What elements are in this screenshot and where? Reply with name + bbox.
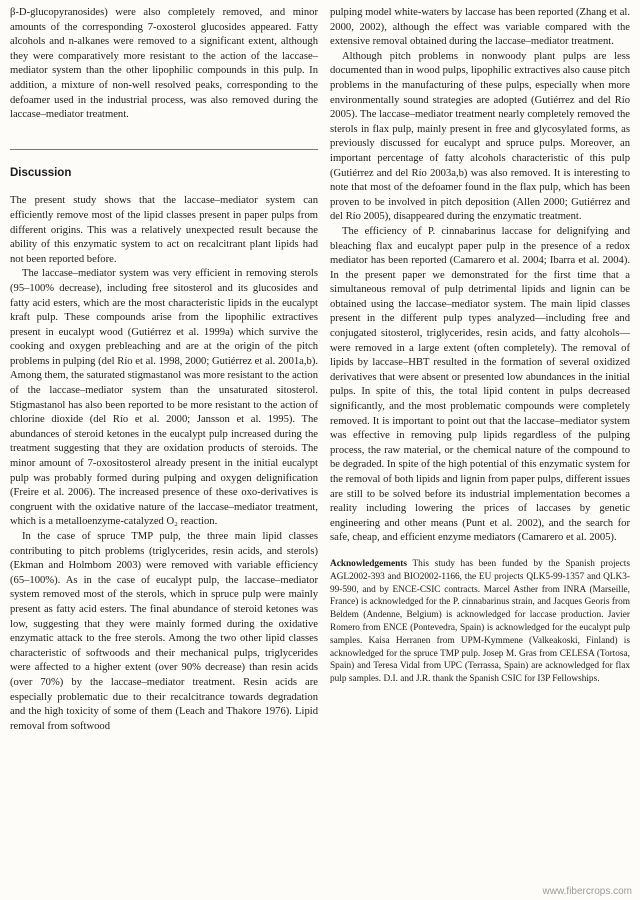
acknowledgements-label: Acknowledgements bbox=[330, 558, 407, 569]
intro-paragraph: β-D-glucopyranosides) were also completely removed, and minor amounts of the corresponding 7-oxosterol glucosides appeared. Fatty alcohols and n-alkanes were removed to a significant extent, although they were comparatively more resistant to the action of the laccase–mediator system than the other lipophilic compounds in this pulp. In addition, a mixture of non-well resolved peaks, corresponding to the defoamer used in the industrial process, was also removed during the laccase–mediator treatment. bbox=[10, 7, 318, 121]
watermark: www.fibercrops.com bbox=[542, 886, 632, 897]
right-paragraph-3: The efficiency of P. cinnabarinus laccase for delignifying and bleaching flax and eucalypt paper pulp in the presence of a redox mediator has been reported (Camarero et al. 2004; Ibarra et al. 2004). In the present paper we demonstrated for the first time that a simultaneous removal of pulp detrimental lipids and lignin can be obtained using the laccase–mediator system. The main lipid classes present in the different pulp types analyzed—including free and conjugated sitosterol, triglycerides, resin acids, and fatty alcohols—were removed in a large extent (often completely). The removal of lipids by laccase–HBT resulted in the formation of several oxidized derivatives that were absent or presented low abundances in the initial pulps. In spite of this, the total lipid content in pulps decreased significantly, and the most problematic compounds were completely removed. It is important to point out that the laccase–mediator system was effective in removing pulp lipids regardless of the pulping process, the raw material, or the chemical nature of the compound to be degraded. In spite of the high potential of this enzymatic system for the removal of both lipids and lignin from paper pulps, different issues are still to be solved before its industrial implementation becomes a reality including lowering the prices of laccases by genetic engineering and other means (Punt et al. 2002), and the search for safe, cheap, and efficient enzyme mediators (Camarero et al. 2005). bbox=[330, 225, 630, 544]
right-column bbox=[330, 6, 630, 686]
acknowledgements-text: This study has been funded by the Spanish projects AGL2002-393 and BIO2002-1166, the EU projects QLK5-99-1357 and QLK3-99-590, and by ENCE-CSIC contracts. Marcel Asther from INRA (Marseille, France) is acknowledged for the P. cinnabarinus strain, and Jacques Georis from Beldem (Andenne, Belgium) is acknowledged for laccase production. Javier Romero from ENCE (Pontevedra, Spain) is acknowledged for the eucalypt pulp samples. Kaisa Herranen from UPM-Kymmene (Valkeakoski, Finland) is acknowledged for the spruce TMP pulp. Josep M. Gras from CELESA (Tortosa, Spain) and Teresa Vidal from UPC (Terrassa, Spain) are acknowledged for flax pulp samples. D.I. and J.R. thank the Spanish CSIC for I3P Fellowships. bbox=[330, 558, 630, 685]
discussion-heading: Discussion bbox=[10, 149, 318, 181]
discussion-paragraph-3: In the case of spruce TMP pulp, the three main lipid classes contributing to pitch problems (triglycerides, resin acids, and sterols) (Ekman and Holmbom 2003) were removed with variable efficiency (65–100%). As in the case of eucalypt pulp, the laccase–mediator system removed most of the sterols, which in spruce pulp were mainly present as fatty acid esters. The final abundance of steroid ketones was low, suggesting that they were mainly formed during the oxidative enzymatic attack to the free sterols. Among the two other lipid classes characteristic of softwoods and their mechanical pulps, triglycerides were affected to a higher extent (over 90% decrease) than resin acids (over 70%) by the laccase–mediator treatment. Resin acids are especially problematic due to their recalcitrance towards degradation and the high toxicity of some of them (Leach and Thakore 1976). Lipid removal from softwood bbox=[10, 531, 318, 732]
discussion-paragraph-2: The laccase–mediator system was very efficient in removing sterols (95–100% decrease), including free sitosterol and its glucosides and fatty acid esters, which are the most characteristic lipids in the eucalypt kraft pulp. These compounds arise from the lipophilic extractives present in eucalypt wood (Gutiérrez et al. 1999a) which survive the cooking and oxygen prebleaching and are at the origin of the pitch problems in pulping (del Río et al. 1998, 2000; Gutiérrez et al. 2001a,b). Among them, the saturated stigmastanol was more resistant to the action of the laccase–mediator system than the unsaturated sitosterol. Stigmastanol has also been reported to be more resistant to the action of chlorine dioxide (del Río et al. 2000; Jansson et al. 1995). The abundances of steroid ketones in the eucalypt pulp increased during the treatment suggesting that they are oxidation products of steroids. The minor amount of 7-oxositosterol already present in the initial eucalypt pulp was probably formed during pulping and oxygen delignification (Freire et al. 2006). The increased presence of these oxo-derivatives is congruent with the oxidative nature of the laccase–mediator treatment, which is a metalloenzyme-catalyzed O₂ reaction. bbox=[10, 268, 318, 528]
right-paragraph-1: pulping model white-waters by laccase has been reported (Zhang et al. 2000, 2002), although the effect was variable compared with the extensive removal obtained during the laccase–mediator treatment. bbox=[330, 7, 630, 48]
acknowledgements bbox=[330, 558, 630, 686]
discussion-paragraph-1: The present study shows that the laccase–mediator system can efficiently remove most of the lipid classes present in paper pulps from different origins. This was a relatively unexpected result because the ability of this enzymatic system to act on recalcitrant plant lipids had not been reported before. bbox=[10, 195, 318, 265]
right-paragraph-2: Although pitch problems in nonwoody plant pulps are less documented than in wood pulps, lipophilic extractives also cause pitch problems in the manufacturing of these pulps, especially when more environmentally sound strategies are adopted (Gutiérrez and del Río 2005). The laccase–mediator treatment nearly completely removed the sterols in flax pulp, mainly present in free and glycosylated forms, as previously discussed for eucalypt and spruce pulps. Moreover, an important percentage of fatty alcohols characteristic of this pulp (Gutiérrez and del Río 2003a,b) was also removed. It is interesting to note that most of the defoamer found in the flax pulp, which has been proven to be involved in pitch deposition (Allen 2000; Gutiérrez and del Río 2005), disappeared during the enzymatic treatment. bbox=[330, 50, 630, 223]
left-column bbox=[10, 6, 318, 734]
